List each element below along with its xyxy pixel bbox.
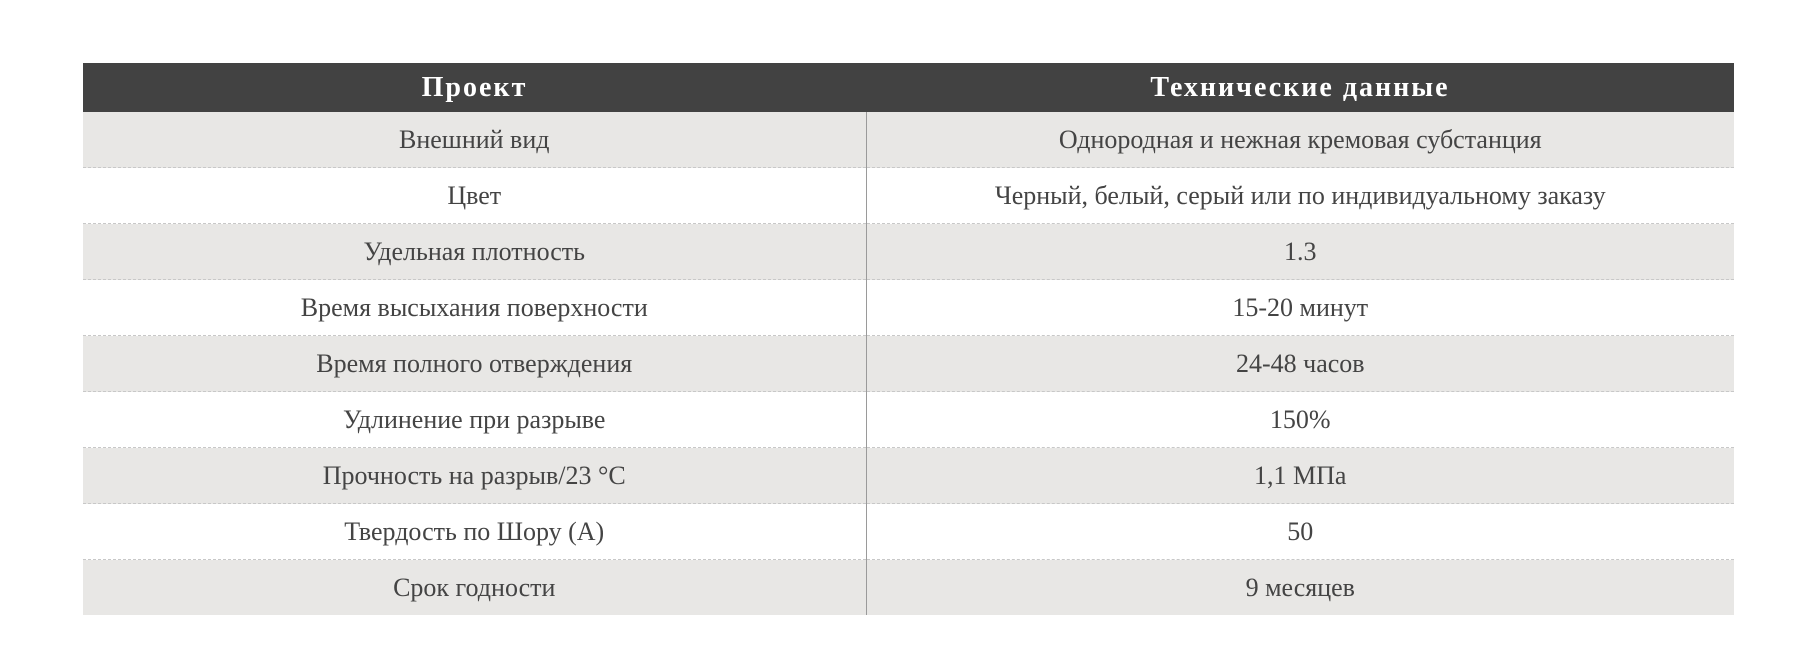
technical-specs-table	[83, 63, 1734, 615]
param-cell: Твердость по Шору (А)	[83, 504, 866, 560]
table-row	[83, 504, 1734, 560]
table-header	[83, 63, 1734, 112]
param-cell: Время высыхания поверхности	[83, 280, 866, 336]
value-cell: 150%	[866, 392, 1734, 448]
param-cell: Прочность на разрыв/23 °C	[83, 448, 866, 504]
param-cell: Удлинение при разрыве	[83, 392, 866, 448]
table-row	[83, 112, 1734, 168]
value-cell: 1,1 МПа	[866, 448, 1734, 504]
param-cell: Цвет	[83, 168, 866, 224]
table-body	[83, 112, 1734, 615]
value-cell: 24-48 часов	[866, 336, 1734, 392]
table-row	[83, 280, 1734, 336]
table-row	[83, 168, 1734, 224]
param-cell: Внешний вид	[83, 112, 866, 168]
value-cell: 50	[866, 504, 1734, 560]
value-cell: Однородная и нежная кремовая субстанция	[866, 112, 1734, 168]
header-technical-data: Технические данные	[866, 63, 1734, 112]
value-cell: 9 месяцев	[866, 560, 1734, 616]
header-row	[83, 63, 1734, 112]
value-cell: Черный, белый, серый или по индивидуальному заказу	[866, 168, 1734, 224]
param-cell: Срок годности	[83, 560, 866, 616]
header-project: Проект	[83, 63, 866, 112]
param-cell: Удельная плотность	[83, 224, 866, 280]
table-row	[83, 224, 1734, 280]
param-cell: Время полного отверждения	[83, 336, 866, 392]
value-cell: 15-20 минут	[866, 280, 1734, 336]
value-cell: 1.3	[866, 224, 1734, 280]
table-row	[83, 336, 1734, 392]
table-row	[83, 560, 1734, 616]
table-row	[83, 448, 1734, 504]
table-row	[83, 392, 1734, 448]
